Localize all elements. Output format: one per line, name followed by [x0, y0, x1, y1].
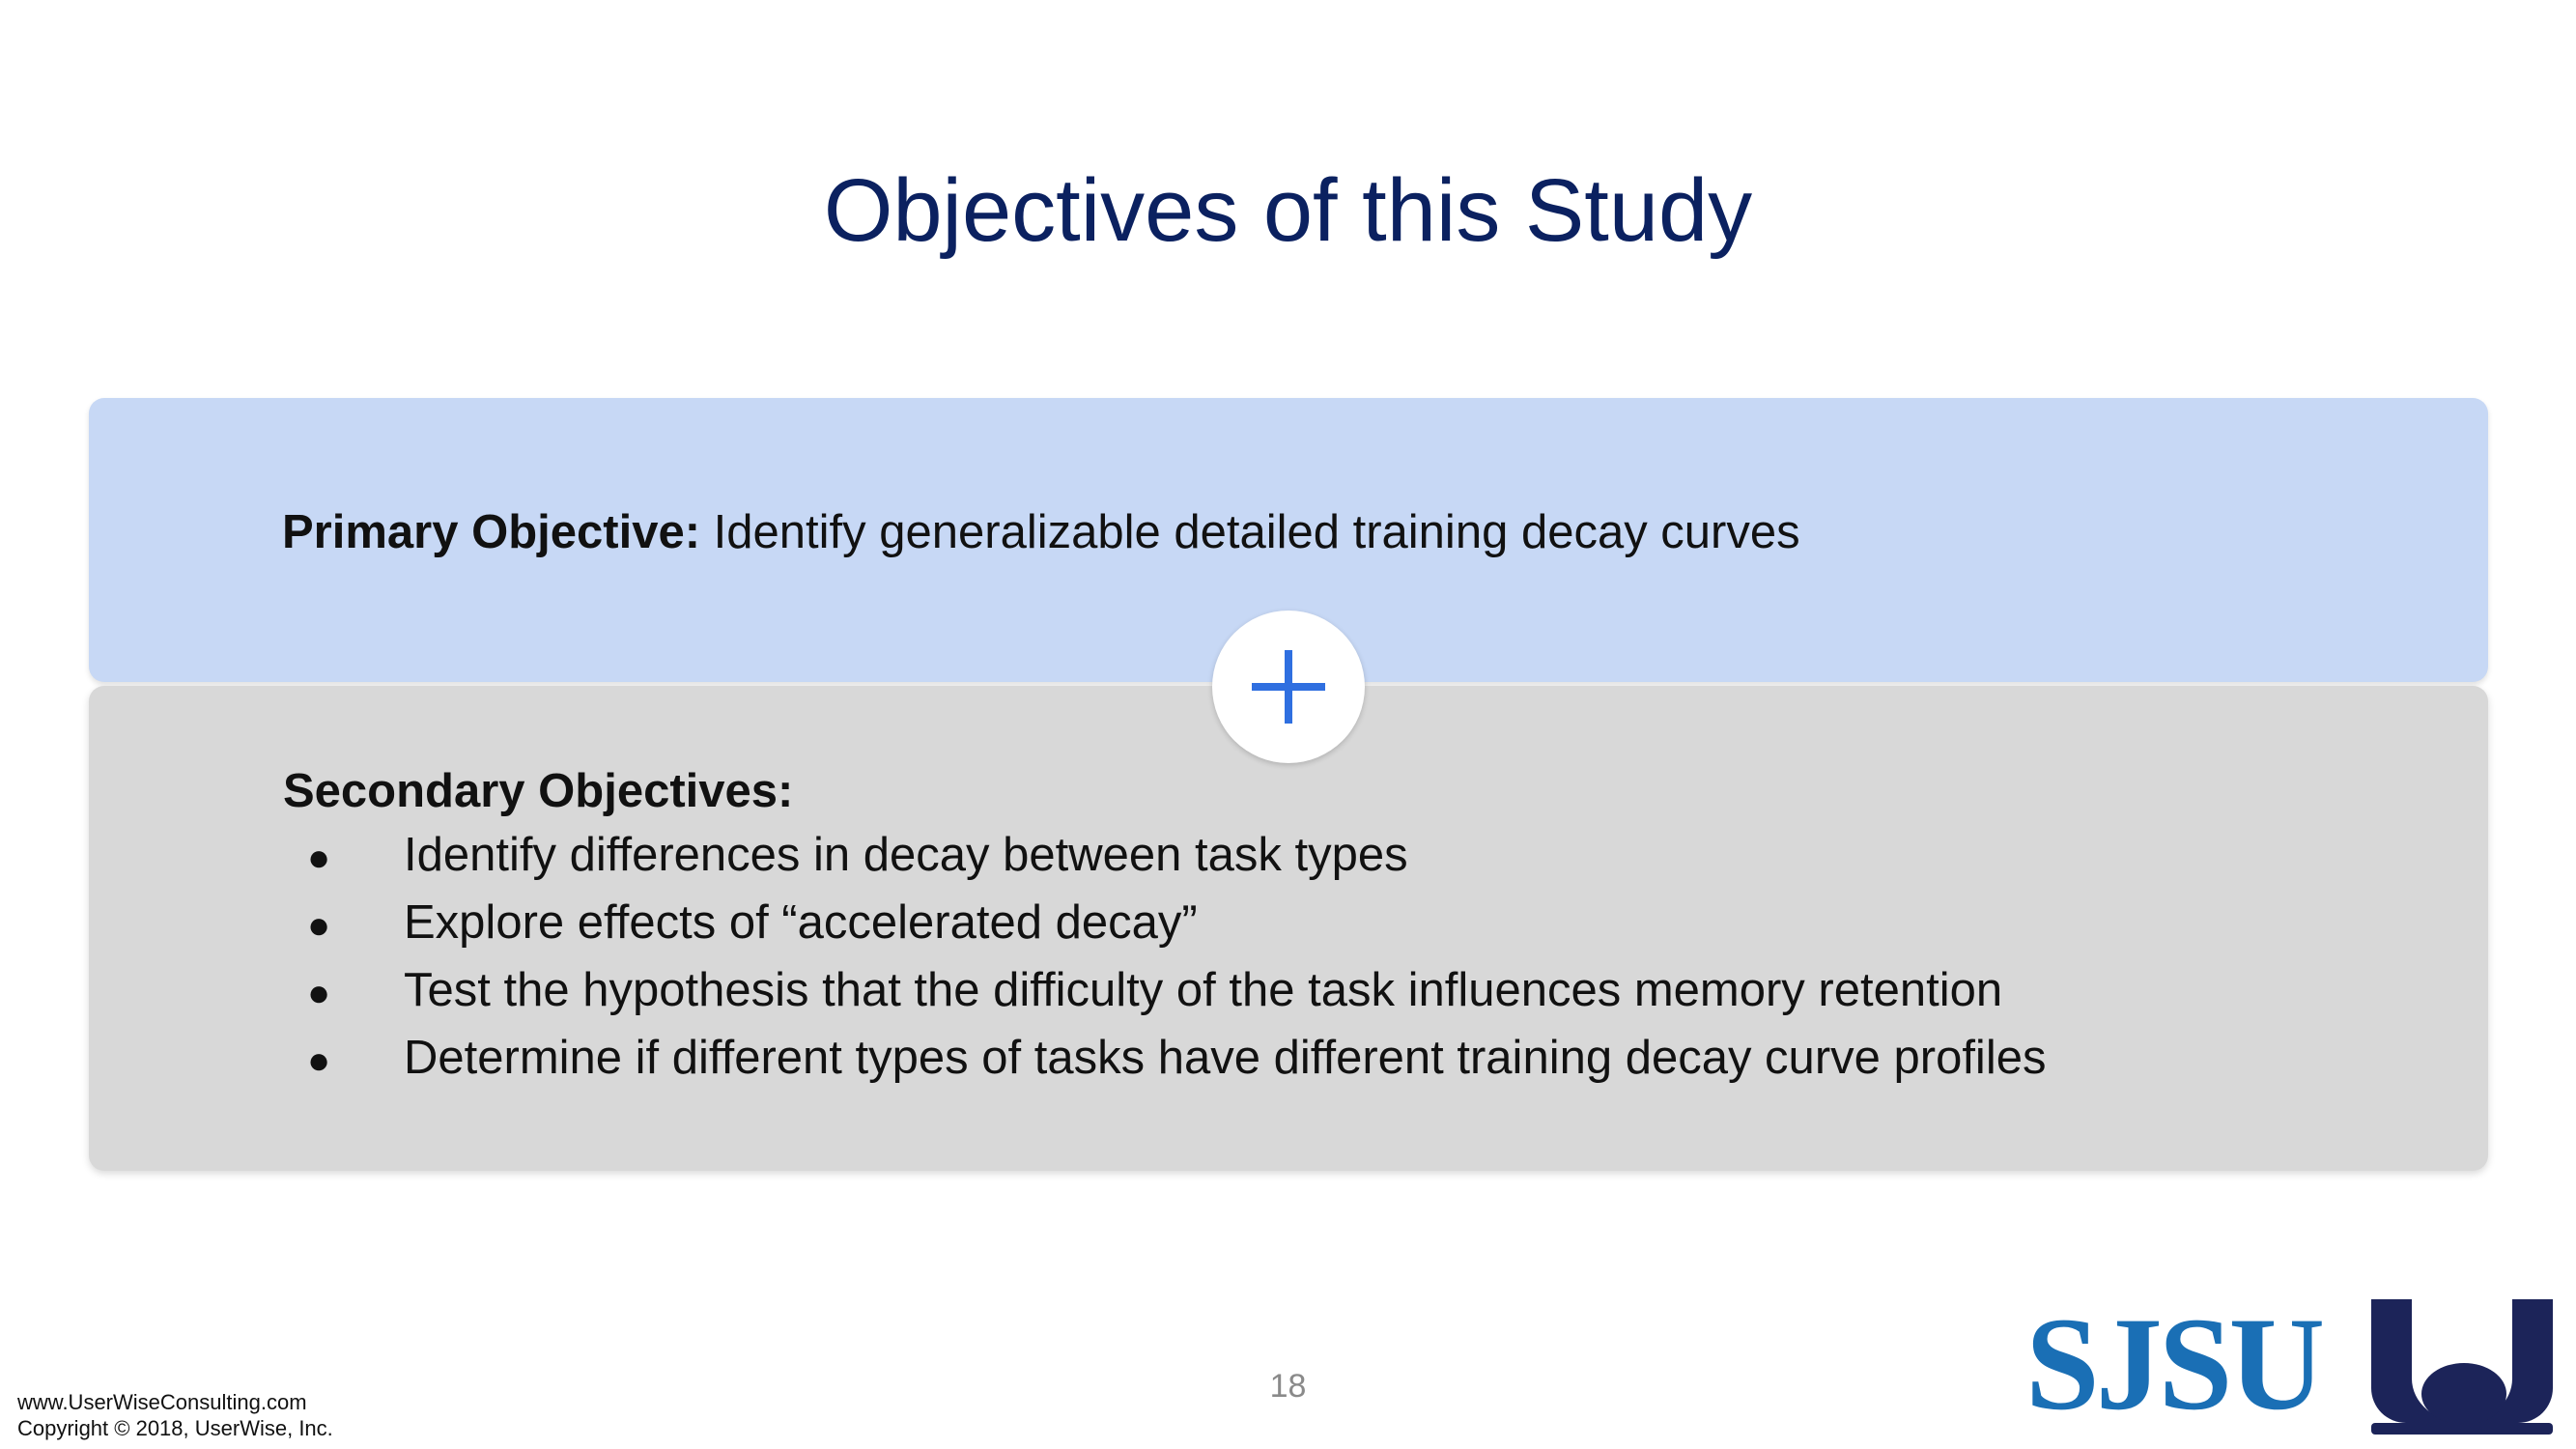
- footer-website: www.UserWiseConsulting.com: [17, 1390, 307, 1414]
- secondary-objectives-heading: Secondary Objectives:: [283, 765, 794, 817]
- primary-objective-line: [282, 505, 1800, 559]
- page-number: 18: [1269, 1368, 1307, 1405]
- plus-connector: [1212, 611, 1365, 763]
- plus-icon: [1212, 611, 1365, 763]
- sjsu-logo: [2024, 1294, 2333, 1439]
- footer: [17, 1389, 333, 1441]
- list-item: [307, 821, 2046, 889]
- bullet-icon: ●: [307, 1039, 331, 1082]
- primary-objective-text: Identify generalizable detailed training decay curves: [700, 506, 1800, 558]
- secondary-objectives-list: [307, 821, 2046, 1092]
- list-item: [307, 956, 2046, 1024]
- primary-objective-label: Primary Objective:: [282, 506, 701, 558]
- list-item: [307, 889, 2046, 956]
- bullet-icon: ●: [307, 837, 331, 879]
- footer-copyright: Copyright © 2018, UserWise, Inc.: [17, 1416, 333, 1440]
- bullet-icon: ●: [307, 972, 331, 1014]
- list-item-text: Identify differences in decay between task types: [404, 829, 1408, 881]
- slide-title: Objectives of this Study: [823, 161, 1753, 260]
- list-item: [307, 1024, 2046, 1092]
- userwise-logo-icon: [2371, 1299, 2555, 1435]
- list-item-text: Determine if different types of tasks have different training decay curve profiles: [404, 1032, 2047, 1084]
- list-item-text: Explore effects of “accelerated decay”: [404, 896, 1198, 949]
- sjsu-logo-text: SJSU: [2025, 1294, 2322, 1437]
- list-item-text: Test the hypothesis that the difficulty of the task influences memory retention: [404, 964, 2003, 1016]
- bullet-icon: ●: [307, 904, 331, 947]
